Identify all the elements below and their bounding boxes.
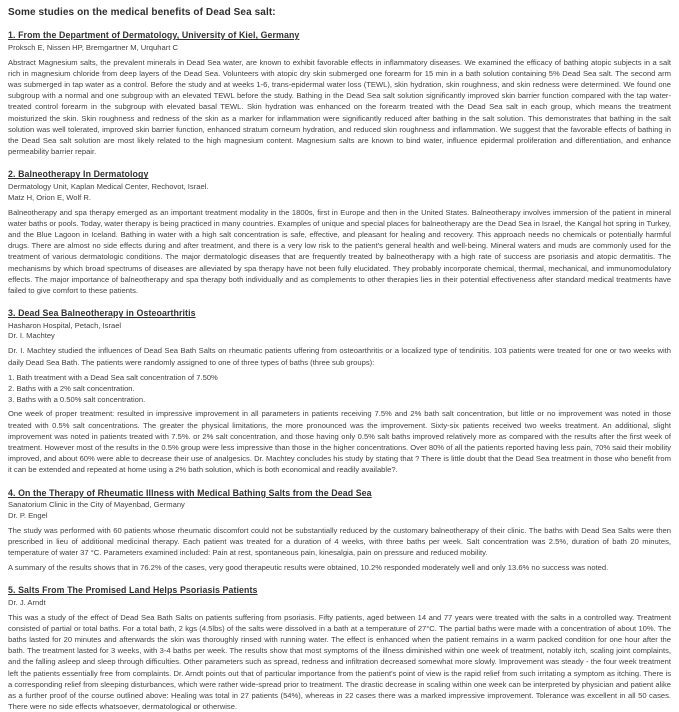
bath-list-item: 1. Bath treatment with a Dead Sea salt concentration of 7.50% [8, 372, 218, 382]
page-title: Some studies on the medical benefits of Dead Sea salt: [8, 7, 276, 18]
paragraph: The study was performed with 60 patients whose rheumatic discomfort could not be substantially reduced by the customary balneotherapy of their clinic. The baths with Dead Sea Salts were then prescribed in lieu of additional medicinal therapy. Each patient was treated for a duration of 4 weeks, with three baths per week. Salt concentration was 2.5%, duration of bath 20 minutes, temperature of water 37 °C. Parameters examined included: Pain at rest, spontaneous pain, kinesalgia, pain on pressure and reduced mobility. [8, 525, 671, 558]
bath-list-item: 3. Baths with a 0.50% salt concentration. [8, 394, 146, 404]
section-meta-line: Matz H, Orion E, Wolf R. [8, 192, 91, 202]
article-section [8, 308, 671, 475]
section-meta-line: Dr. I. Machtey [8, 331, 55, 341]
document-body [8, 30, 671, 712]
section-heading: 2. Balneotherapy In Dermatology [8, 169, 149, 180]
section-meta-line: Dermatology Unit, Kaplan Medical Center, Rechovot, Israel. [8, 181, 209, 191]
paragraph: A summary of the results shows that in 76.2% of the cases, very good therapeutic results were obtained, 10.2% responded moderately well and only 13.6% no success was noted. [8, 562, 609, 572]
article-section [8, 488, 671, 574]
paragraph: Dr. I. Machtey studied the influences of Dead Sea Bath Salts on rheumatic patients uffering from osteoarthritis or a localized type of tendinitis. 103 patients were treated for one or two weeks with daily Dead Sea Bath. The patients were randomly assigned to one of three types of baths (three sub groups): [8, 346, 671, 367]
bath-type-list [8, 372, 671, 405]
article-section [8, 169, 671, 296]
section-heading: 4. On the Therapy of Rheumatic Illness with Medical Bathing Salts from the Dead Sea [8, 487, 372, 498]
section-heading: 1. From the Department of Dermatology, University of Kiel, Germany [8, 30, 300, 40]
article-section [8, 30, 671, 157]
section-meta-line: Dr. P. Engel [8, 510, 48, 520]
section-heading: 3. Dead Sea Balneotherapy in Osteoarthritis [8, 308, 196, 319]
bath-list-item: 2. Baths with a 2% salt concentration. [8, 383, 135, 393]
section-meta-line: Proksch E, Nissen HP, Bremgartner M, Urquhart C [8, 42, 178, 52]
article-section [8, 585, 671, 712]
paragraph: Balneotherapy and spa therapy emerged as an important treatment modality in the 1800s, first in Europe and then in the United States. Balneotherapy involves immersion of the patient in mineral water baths or pools. Today, water therapy is being practiced in many countries. Examples of unique and special places for balneotherapy are the Dead Sea in Israel, the Kangal hot spring in Turkey, and the Blue Lagoon in Iceland. Bathing in water with a high salt concentration is safe, effective, and pleasant for healing and recovery. This approach needs no chemicals or potentially harmful drugs. There are almost no side effects during and after treatment, and there is a very low risk to the patient's general health and well-being. Mineral waters and muds are commonly used for the treatment of various dermatologic conditions. The major dermatologic diseases that are frequently treated by balneotherapy with a high rate of success are psoriasis and atopic dermatitis. The mechanisms by which broad spectrums of diseases are alleviated by spa therapy have not been fully elucidated. They probably incorporate chemical, thermal, mechanical, and immunomodulatory effects. The major importance of balneotherapy and spa therapy both individually and as complements to other therapies lies in their potential effectiveness after standard medical treatments have failed to give comfort to these patients. [8, 207, 671, 296]
section-meta-line: Dr. J. Arndt [8, 597, 46, 607]
paragraph: One week of proper treatment: resulted in impressive improvement in all parameters in patients receiving 7.5% and 2% bath salt concentration, but little or no improvement was noted in those treated with 0.5% salt concentrations. The greater the physical limitations, the more pronounced was the improvement. Sixty-six patients received two weeks treatment. An additional, slight improvement was noted in patients treated with 7.5%. or 2% salt concentration, and those having only 0.5% salt baths improved relatively more as compared with the results after the first week of treatment. However most of the results in the 0.5% group were less impressive than those in the higher concentrations. Over 80% of all the patients reported having less pain, 70% said their mobility improved, and about 60% were able to decrease their use of analgesics. Dr. Machtey concludes his study by stating that ? There is little doubt that the Dead Sea treatment in those who benefit from it can be extended and repeated at home using a 2% bath solution, which is both economical and readily available?. [8, 409, 671, 475]
section-heading: 5. Salts From The Promised Land Helps Psoriasis Patients [8, 585, 258, 596]
paragraph: Abstract Magnesium salts, the prevalent minerals in Dead Sea water, are known to exhibit favorable effects in inflammatory diseases. We examined the efficacy of bathing atopic subjects in a salt rich in magnesium chloride from deep layers of the Dead Sea. Volunteers with atopic dry skin submerged one forearm for 15 min in a bath solution containing 5% Dead Sea salt. The second arm was submerged in tap water as a control. Before the study and at weeks 1-6, trans-epidermal water loss (TEWL), skin hydration, skin roughness, and skin redness were determined. We found one subgroup with a normal and one subgroup with an elevated TEWL before the study. Bathing in the Dead Sea salt solution significantly improved skin barrier function compared with the tap water-treated control forearm in the subgroup with elevated basal TEWL. Skin hydration was enhanced on the forearm treated with the Dead Sea salt in each group, which means the treatment moisturized the skin. Skin roughness and redness of the skin as a marker for inflammation were significantly reduced after bathing in the salt solution. This demonstrates that bathing in the salt solution was well tolerated, improved skin barrier function, enhanced stratum corneum hydration, and reduced skin roughness and inflammation. We suggest that the favorable effects of bathing in the Dead Sea salt solution are most likely related to the high magnesium content. Magnesium salts are known to bind water, influence epidermal proliferation and differentiation, and enhance permeability barrier repair. [8, 57, 671, 157]
section-meta-line: Hasharon Hospital, Petach, Israel [8, 320, 122, 330]
paragraph: This was a study of the effect of Dead Sea Bath Salts on patients suffering from psoriasis. Fifty patients, aged between 14 and 77 years were treated with the salts in a controlled way. Treatment consisted of partial or total baths. For a total bath, 2 kgs (4.5lbs) of the salts were dissolved in a bath at a temperature of 27°C. The partial baths were made with a concentration of about 10%. The baths lasted for 20 minutes and afterwards the skin was thoroughly rinsed with running water. The effect is enhanced when the patient remains in a warm packed condition for one hour after the bath. The treatment lasted for 3 weeks, with 3-4 baths per week. The results show that most symptoms of the illness diminished within one week of treatment, notably itch, scaling joint complaints, and the falling asleep and sleep through difficulties. Other parameters such as spread, redness and infiltration decreased somewhat more slowly. Improvement was steady - the four week treatment left the patients essentially free from complaints. Dr. Arndt points out that of particular importance from the patient's point of view is the rapid relief from such irritating a symptom as itching. There is a corresponding relief from sleeping disturbances, which were rather wide-spread prior to treatment. The drastic decrease in scaling within one week can be interpreted by physician and patient alike as a further proof of the course outlined above: Healing was total in 27 patients (54%), whereas in 22 cases there was a marked impressive improvement. Tolerance was excellent in all 50 cases. There were no side effects whatsoever, dermatological or otherwise. [8, 612, 671, 712]
section-meta-line: Sanatorium Clinic in the City of Mayenbad, Germany [8, 500, 185, 510]
